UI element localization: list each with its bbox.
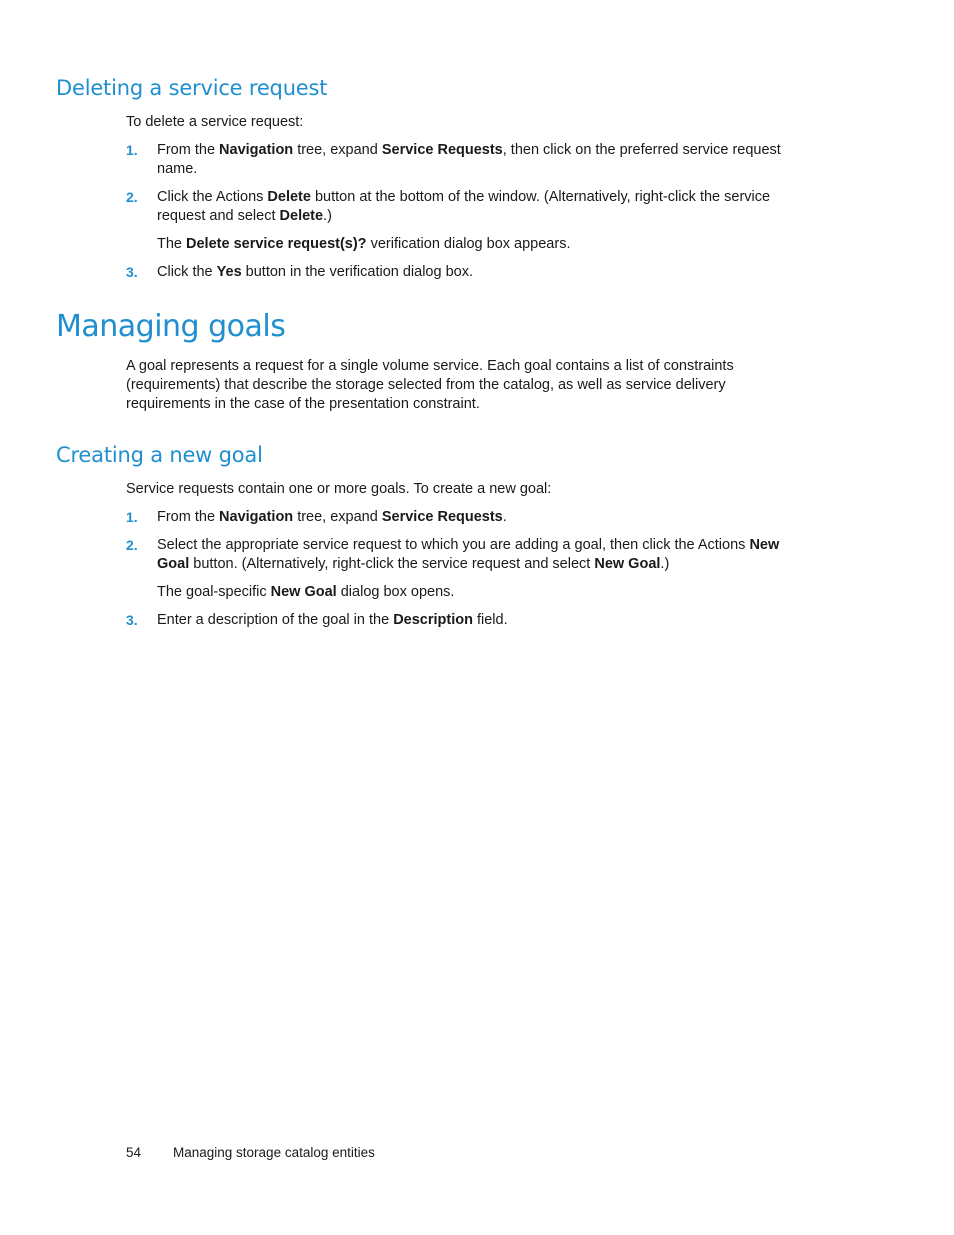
step-number: 3. — [126, 264, 138, 280]
page-number: 54 — [126, 1145, 142, 1160]
step-text: From the Navigation tree, expand Service Requests, then click on the preferred service request name. — [157, 142, 781, 177]
step-text: Enter a description of the goal in the Description field. — [157, 612, 508, 628]
step-number: 3. — [126, 612, 138, 628]
section-paragraph: A goal represents a request for a single volume service. Each goal contains a list of constraints (requirements) that describe the storage selected from the catalog, as well as service delivery requirements in the case of the presentation constraint. — [126, 358, 734, 412]
step-number: 2. — [126, 189, 138, 205]
step-text: Click the Yes button in the verification dialog box. — [157, 264, 473, 280]
step-text: From the Navigation tree, expand Service Requests. — [157, 509, 507, 525]
step-number: 1. — [126, 509, 138, 525]
step-note: The goal-specific New Goal dialog box opens. — [157, 584, 455, 600]
step-note: The Delete service request(s)? verification dialog box appears. — [157, 236, 571, 252]
step-text: Click the Actions Delete button at the bottom of the window. (Alternatively, right-click the service request and select Delete.) — [157, 189, 771, 224]
step-text: Select the appropriate service request to which you are adding a goal, then click the Actions New Goal button. (Alternatively, right-click the service request and select New Goal.) — [157, 537, 780, 572]
section-heading-creating: Creating a new goal — [56, 443, 263, 467]
step-number: 1. — [126, 142, 138, 158]
step-number: 2. — [126, 537, 138, 553]
chapter-heading-managing-goals: Managing goals — [56, 309, 286, 344]
section-heading-deleting: Deleting a service request — [56, 76, 328, 100]
section-intro: To delete a service request: — [126, 114, 304, 130]
section-intro: Service requests contain one or more goals. To create a new goal: — [126, 481, 552, 497]
footer-chapter-title: Managing storage catalog entities — [173, 1145, 375, 1160]
